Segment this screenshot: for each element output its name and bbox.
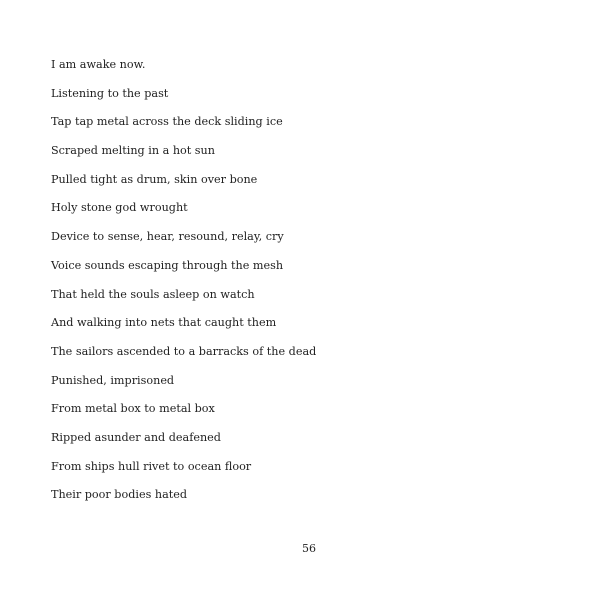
poem-line: Listening to the past [51,86,169,100]
poem-line: Pulled tight as drum, skin over bone [51,172,258,186]
poem-line: Their poor bodies hated [51,488,188,502]
poem-line: And walking into nets that caught them [51,316,277,330]
poem-line: Ripped asunder and deafened [51,430,221,444]
poem-body [51,51,316,510]
page-number: 56 [302,542,316,555]
poem-line: Tap tap metal across the deck sliding ice [51,115,283,129]
poem-line: That held the souls asleep on watch [51,287,255,301]
poem-line: Holy stone god wrought [51,201,188,215]
poem-line: Device to sense, hear, resound, relay, cry [51,230,284,244]
poem-line: The sailors ascended to a barracks of the dead [51,344,317,358]
poem-line: I am awake now. [51,58,146,71]
poem-line: From metal box to metal box [51,402,215,416]
poem-line: Scraped melting in a hot sun [51,144,215,158]
poem-line: Voice sounds escaping through the mesh [51,258,284,272]
poem-line: Punished, imprisoned [51,373,175,387]
poem-line: From ships hull rivet to ocean floor [51,459,252,473]
